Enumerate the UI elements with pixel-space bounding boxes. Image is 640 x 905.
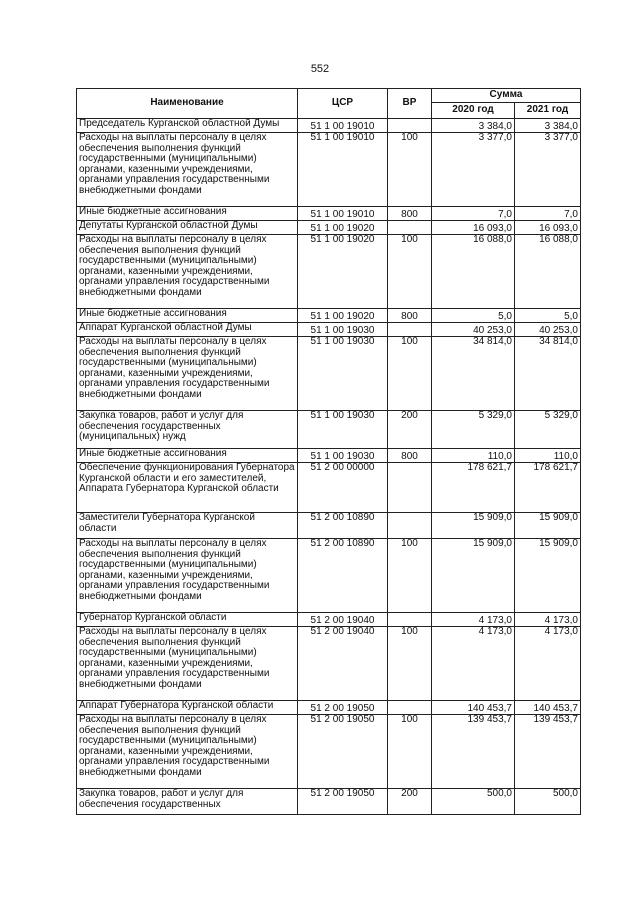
cell-vr	[388, 323, 432, 337]
cell-csr: 51 2 00 19040	[298, 613, 388, 627]
cell-vr: 100	[388, 133, 432, 207]
cell-2021: 15 909,0	[515, 539, 581, 613]
cell-name: Обеспечение функционирования Губернатора Курганской области и его заместителей, Аппарата Губернатора Курганской области	[77, 463, 298, 513]
cell-2021: 3 384,0	[515, 119, 581, 133]
cell-csr: 51 1 00 19010	[298, 207, 388, 221]
cell-name: Заместители Губернатора Курганской области	[77, 513, 298, 539]
page-number: 552	[310, 63, 330, 75]
cell-csr: 51 1 00 19030	[298, 449, 388, 463]
cell-name: Председатель Курганской областной Думы	[77, 119, 298, 133]
table-body	[77, 119, 581, 815]
cell-name: Иные бюджетные ассигнования	[77, 309, 298, 323]
cell-2020: 140 453,7	[432, 701, 515, 715]
cell-2021: 16 088,0	[515, 235, 581, 309]
cell-2021: 40 253,0	[515, 323, 581, 337]
cell-name: Иные бюджетные ассигнования	[77, 449, 298, 463]
cell-name: Расходы на выплаты персоналу в целях обеспечения выполнения функций государственными (муниципальными) органами, казенными учреждениями, органами управления государственными внебюджетными фондами	[77, 337, 298, 411]
table-row	[77, 449, 581, 463]
cell-2021: 500,0	[515, 789, 581, 815]
cell-2020: 15 909,0	[432, 513, 515, 539]
cell-vr: 200	[388, 411, 432, 449]
cell-2021: 15 909,0	[515, 513, 581, 539]
cell-2020: 40 253,0	[432, 323, 515, 337]
table-row	[77, 627, 581, 701]
header-vr: ВР	[388, 89, 432, 119]
table-row	[77, 337, 581, 411]
cell-2020: 178 621,7	[432, 463, 515, 513]
table-row	[77, 221, 581, 235]
cell-2021: 140 453,7	[515, 701, 581, 715]
table-row	[77, 323, 581, 337]
cell-2020: 15 909,0	[432, 539, 515, 613]
cell-2020: 4 173,0	[432, 627, 515, 701]
cell-csr: 51 1 00 19020	[298, 309, 388, 323]
cell-2021: 139 453,7	[515, 715, 581, 789]
table-row	[77, 539, 581, 613]
cell-2020: 3 377,0	[432, 133, 515, 207]
cell-2021: 4 173,0	[515, 613, 581, 627]
cell-csr: 51 2 00 19050	[298, 701, 388, 715]
cell-2021: 34 814,0	[515, 337, 581, 411]
cell-name: Аппарат Курганской областной Думы	[77, 323, 298, 337]
header-csr: ЦСР	[298, 89, 388, 119]
cell-csr: 51 1 00 19020	[298, 221, 388, 235]
cell-vr: 800	[388, 309, 432, 323]
cell-csr: 51 1 00 19020	[298, 235, 388, 309]
cell-vr	[388, 221, 432, 235]
cell-vr: 200	[388, 789, 432, 815]
header-name: Наименование	[77, 89, 298, 119]
table-row	[77, 309, 581, 323]
cell-2020: 4 173,0	[432, 613, 515, 627]
cell-vr: 800	[388, 449, 432, 463]
cell-vr	[388, 463, 432, 513]
cell-name: Закупка товаров, работ и услуг для обеспечения государственных (муниципальных) нужд	[77, 411, 298, 449]
cell-2021: 4 173,0	[515, 627, 581, 701]
cell-2020: 110,0	[432, 449, 515, 463]
cell-vr	[388, 613, 432, 627]
cell-2021: 16 093,0	[515, 221, 581, 235]
table-row	[77, 119, 581, 133]
cell-csr: 51 1 00 19030	[298, 337, 388, 411]
cell-name: Расходы на выплаты персоналу в целях обеспечения выполнения функций государственными (муниципальными) органами, казенными учреждениями, органами управления государственными внебюджетными фондами	[77, 133, 298, 207]
table-row	[77, 715, 581, 789]
cell-csr: 51 2 00 10890	[298, 513, 388, 539]
cell-name: Губернатор Курганской области	[77, 613, 298, 627]
table-row	[77, 613, 581, 627]
cell-vr	[388, 701, 432, 715]
table-row	[77, 235, 581, 309]
cell-vr: 100	[388, 627, 432, 701]
cell-vr: 100	[388, 539, 432, 613]
table-row	[77, 789, 581, 815]
cell-2020: 5 329,0	[432, 411, 515, 449]
cell-csr: 51 1 00 19030	[298, 323, 388, 337]
cell-csr: 51 2 00 19040	[298, 627, 388, 701]
cell-csr: 51 2 00 00000	[298, 463, 388, 513]
cell-2020: 139 453,7	[432, 715, 515, 789]
header-year-2020: 2020 год	[432, 103, 515, 119]
cell-2021: 178 621,7	[515, 463, 581, 513]
cell-name: Аппарат Губернатора Курганской области	[77, 701, 298, 715]
cell-vr: 100	[388, 337, 432, 411]
cell-2020: 16 088,0	[432, 235, 515, 309]
cell-name: Иные бюджетные ассигнования	[77, 207, 298, 221]
table-row	[77, 411, 581, 449]
cell-name: Расходы на выплаты персоналу в целях обеспечения выполнения функций государственными (муниципальными) органами, казенными учреждениями, органами управления государственными внебюджетными фондами	[77, 539, 298, 613]
header-sum: Сумма	[432, 89, 581, 103]
budget-table	[76, 88, 581, 815]
cell-name: Расходы на выплаты персоналу в целях обеспечения выполнения функций государственными (муниципальными) органами, казенными учреждениями, органами управления государственными внебюджетными фондами	[77, 715, 298, 789]
cell-csr: 51 2 00 19050	[298, 789, 388, 815]
table-row	[77, 513, 581, 539]
table-row	[77, 701, 581, 715]
cell-2020: 7,0	[432, 207, 515, 221]
cell-vr: 100	[388, 235, 432, 309]
cell-vr	[388, 119, 432, 133]
cell-2021: 110,0	[515, 449, 581, 463]
cell-csr: 51 1 00 19030	[298, 411, 388, 449]
cell-2021: 3 377,0	[515, 133, 581, 207]
header-year-2021: 2021 год	[515, 103, 581, 119]
cell-2021: 5,0	[515, 309, 581, 323]
cell-2020: 3 384,0	[432, 119, 515, 133]
cell-2020: 5,0	[432, 309, 515, 323]
table-row	[77, 133, 581, 207]
cell-vr	[388, 513, 432, 539]
cell-2021: 7,0	[515, 207, 581, 221]
cell-name: Расходы на выплаты персоналу в целях обеспечения выполнения функций государственными (муниципальными) органами, казенными учреждениями, органами управления государственными внебюджетными фондами	[77, 235, 298, 309]
cell-csr: 51 2 00 10890	[298, 539, 388, 613]
cell-csr: 51 1 00 19010	[298, 133, 388, 207]
cell-2020: 16 093,0	[432, 221, 515, 235]
cell-name: Депутаты Курганской областной Думы	[77, 221, 298, 235]
cell-name: Закупка товаров, работ и услуг для обеспечения государственных	[77, 789, 298, 815]
cell-2021: 5 329,0	[515, 411, 581, 449]
cell-vr: 100	[388, 715, 432, 789]
table-row	[77, 463, 581, 513]
cell-2020: 34 814,0	[432, 337, 515, 411]
table-row	[77, 207, 581, 221]
cell-vr: 800	[388, 207, 432, 221]
cell-name: Расходы на выплаты персоналу в целях обеспечения выполнения функций государственными (муниципальными) органами, казенными учреждениями, органами управления государственными внебюджетными фондами	[77, 627, 298, 701]
cell-csr: 51 2 00 19050	[298, 715, 388, 789]
cell-2020: 500,0	[432, 789, 515, 815]
cell-csr: 51 1 00 19010	[298, 119, 388, 133]
